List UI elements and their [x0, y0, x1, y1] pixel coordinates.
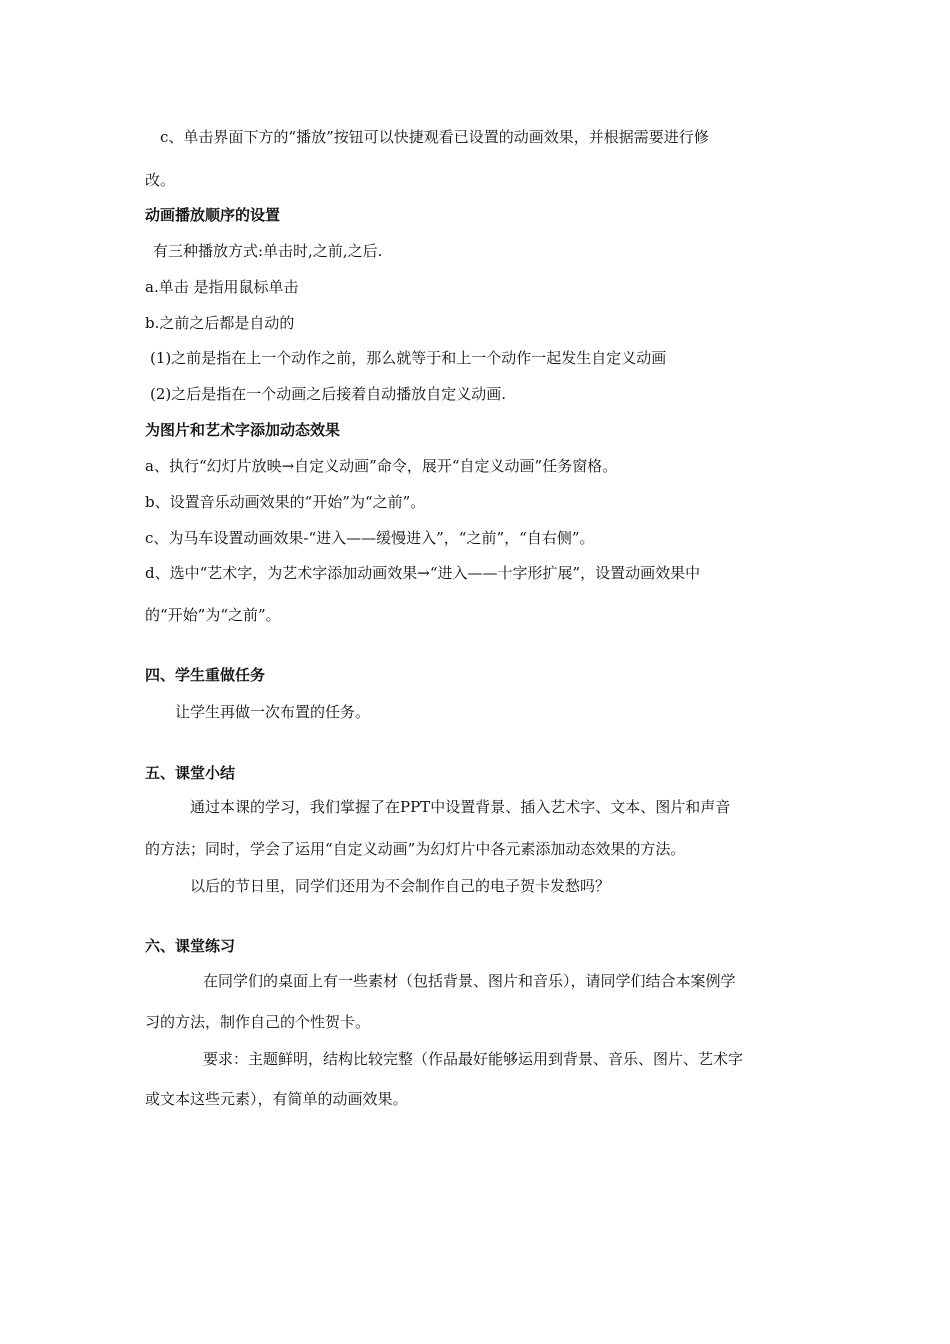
effects-item-d-line-1: d、选中“艺术字，为艺术字添加动画效果→“进入——十字形扩展”，设置动画效果中	[145, 564, 701, 582]
effects-item-c: c、为马车设置动画效果-“进入——缓慢进入”，“之前”，“自右侧”。	[145, 529, 595, 547]
heading-dynamic-effects: 为图片和艺术字添加动态效果	[145, 421, 341, 439]
paragraph-c-line-2: 改。	[145, 171, 176, 189]
order-item-2: (2)之后是指在一个动画之后接着自动播放自定义动画.	[150, 385, 507, 403]
heading-animation-order: 动画播放顺序的设置	[145, 206, 281, 224]
paragraph-c-line-1: c、单击界面下方的“播放”按钮可以快捷观看已设置的动画效果，并根据需要进行修	[160, 128, 709, 146]
order-intro: 有三种播放方式:单击时,之前,之后.	[153, 242, 383, 260]
exercise-line-3: 要求：主题鲜明，结构比较完整（作品最好能够运用到背景、音乐、图片、艺术字	[203, 1050, 744, 1068]
summary-line-2: 的方法；同时，学会了运用“自定义动画”为幻灯片中各元素添加动态效果的方法。	[145, 840, 686, 858]
summary-line-1: 通过本课的学习，我们掌握了在PPT中设置背景、插入艺术字、文本、图片和声音	[190, 798, 731, 816]
effects-item-d-line-2: 的“开始”为“之前”。	[145, 606, 281, 624]
summary-line-3: 以后的节日里，同学们还用为不会制作自己的电子贺卡发愁吗？	[190, 877, 611, 895]
exercise-line-1: 在同学们的桌面上有一些素材（包括背景、图片和音乐），请同学们结合本案例学	[203, 972, 736, 990]
section-four-text: 让学生再做一次布置的任务。	[175, 703, 371, 721]
effects-item-b: b、设置音乐动画效果的“开始”为“之前”。	[145, 493, 426, 511]
exercise-line-4: 或文本这些元素），有简单的动画效果。	[145, 1090, 408, 1108]
exercise-line-2: 习的方法，制作自己的个性贺卡。	[145, 1013, 371, 1031]
heading-section-four: 四、学生重做任务	[145, 666, 266, 684]
heading-section-five: 五、课堂小结	[145, 764, 236, 782]
order-item-1: (1)之前是指在上一个动作之前，那么就等于和上一个动作一起发生自定义动画	[150, 349, 667, 367]
heading-section-six: 六、课堂练习	[145, 937, 236, 955]
order-item-b: b.之前之后都是自动的	[145, 314, 295, 332]
effects-item-a: a、执行“幻灯片放映→自定义动画”命令，展开“自定义动画”任务窗格。	[145, 457, 618, 475]
order-item-a: a.单击 是指用鼠标单击	[145, 278, 299, 296]
